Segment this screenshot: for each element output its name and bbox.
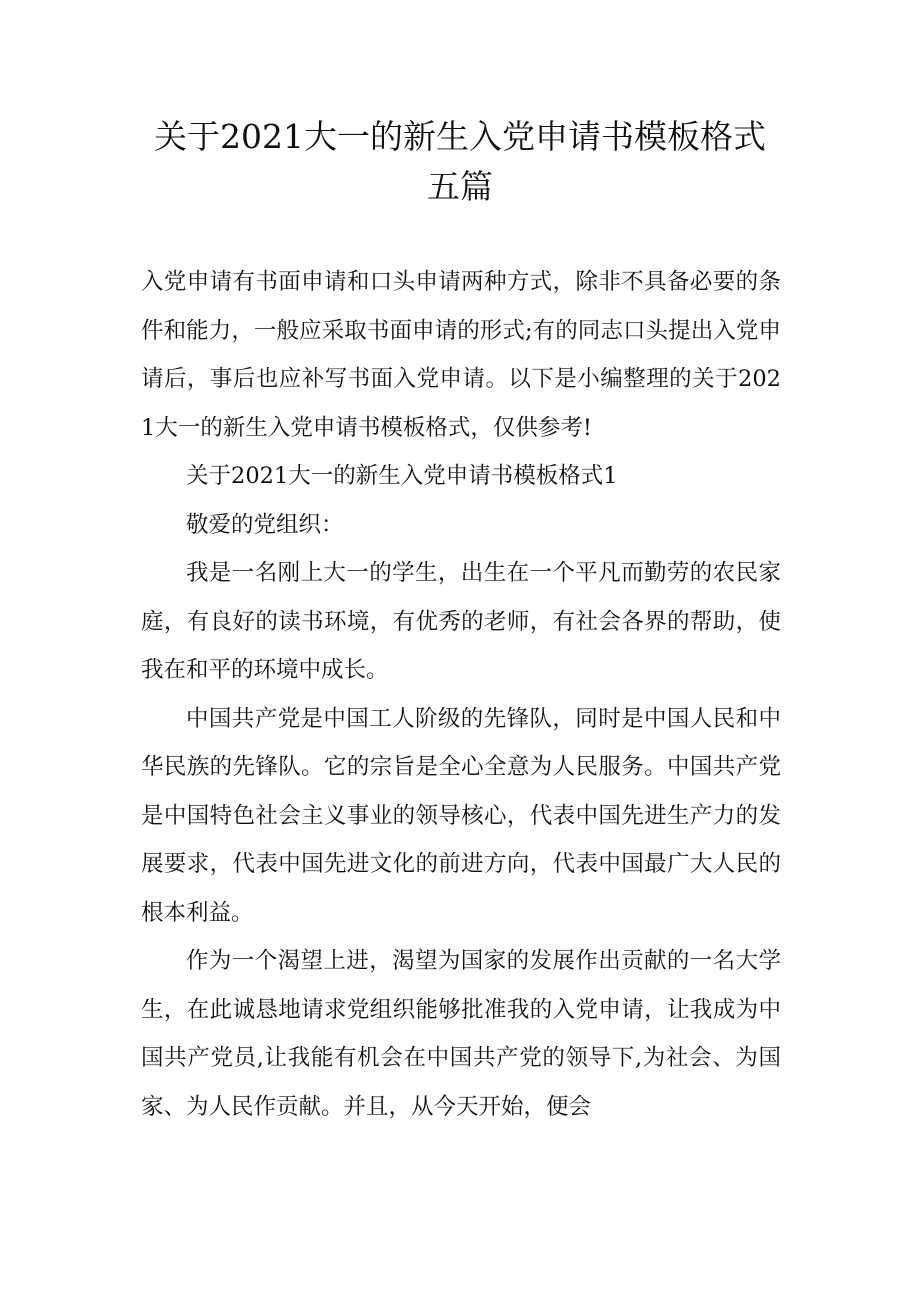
body-paragraph-1: 我是一名刚上大一的学生，出生在一个平凡而勤劳的农民家庭，有良好的读书环境，有优秀的老师，有社会各界的帮助，使我在和平的环境中成长。	[141, 560, 781, 683]
intro-paragraph: 入党申请有书面申请和口头申请两种方式，除非不具备必要的条件和能力，一般应采取书面申请的形式;有的同志口头提出入党申请后，事后也应补写书面入党申请。以下是小编整理的关于2021大一的新生入党申请书模板格式，仅供参考!	[141, 269, 781, 441]
body-paragraph-3: 作为一个渴望上进，渴望为国家的发展作出贡献的一名大学生，在此诚恳地请求党组织能够批准我的入党申请，让我成为中国共产党员,让我能有机会在中国共产党的领导下,为社会、为国家、为人民作贡献。并且，从今天开始，便会	[141, 948, 781, 1120]
body-paragraph-2: 中国共产党是中国工人阶级的先锋队，同时是中国人民和中华民族的先锋队。它的宗旨是全心全意为人民服务。中国共产党是中国特色社会主义事业的领导核心，代表中国先进生产力的发展要求，代表中国先进文化的前进方向，代表中国最广大人民的根本利益。	[141, 705, 781, 926]
document-body	[141, 258, 781, 1131]
title-line-2: 五篇	[427, 167, 493, 206]
document-title	[140, 112, 780, 212]
title-line-1: 关于2021大一的新生入党申请书模板格式	[154, 117, 766, 156]
section-heading: 关于2021大一的新生入党申请书模板格式1	[186, 463, 618, 489]
salutation: 敬爱的党组织：	[186, 511, 344, 538]
